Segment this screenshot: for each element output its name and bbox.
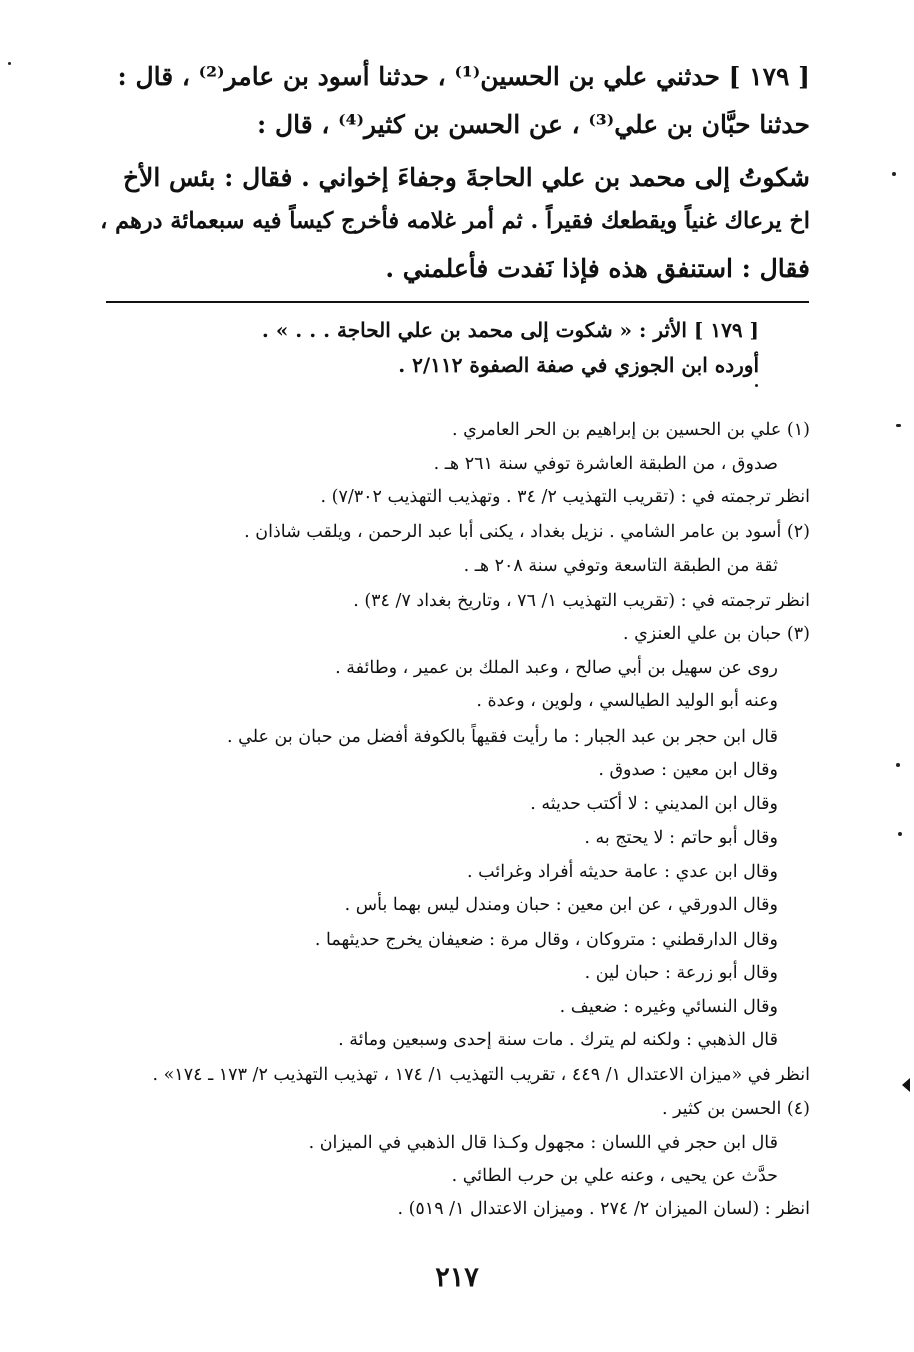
exit-note-line: [ ١٧٩ ] الأثر : « شكوت إلى محمد بن علي الحاجة . . . » . bbox=[261, 318, 759, 342]
scan-speck bbox=[896, 424, 901, 427]
footnote-heading: (٤) الحسن بن كثير . bbox=[661, 1099, 810, 1119]
footnote-line: وقال ابن معين : صدوق . bbox=[598, 760, 778, 780]
footnote-line: قال ابن حجر في اللسان : مجهول وكـذا قال الذهبي في الميزان . bbox=[308, 1133, 778, 1153]
footnote-line: وقال الدورقي ، عن ابن معين : حبان ومندل ليس بهما بأس . bbox=[344, 895, 778, 915]
footnote-heading: (٣) حبان بن علي العنزي . bbox=[622, 624, 810, 644]
footnote-line: وقال ابن المديني : لا أكتب حديثه . bbox=[530, 794, 778, 814]
scan-speck bbox=[892, 172, 896, 176]
footnote-line: وقال النسائي وغيره : ضعيف . bbox=[559, 997, 778, 1017]
scan-speck bbox=[898, 832, 902, 836]
footnote-reference: انظر ترجمته في : (تقريب التهذيب ٢/ ٣٤ . وتهذيب التهذيب ٧/٣٠٢) . bbox=[320, 487, 810, 507]
main-text-line: [ ١٧٩ ] حدثني علي بن الحسين⁽¹⁾ ، حدثنا أسود بن عامر⁽²⁾ ، قال : bbox=[117, 62, 810, 91]
footnote-line: وقال الدارقطني : متروكان ، وقال مرة : ضعيفان يخرج حديثهما . bbox=[314, 930, 778, 950]
main-text-line: اخ يرعاك غنياً ويقطعك فقيراً . ثم أمر غلامه فأخرج كيساً فيه سبعمائة درهم ، bbox=[100, 208, 810, 234]
footnote-separator-rule bbox=[106, 301, 809, 303]
footnote-line: وقال أبو حاتم : لا يحتج به . bbox=[584, 828, 778, 848]
page-number: ٢١٧ bbox=[435, 1262, 479, 1293]
scan-speck bbox=[896, 763, 900, 767]
exit-note-line: أورده ابن الجوزي في صفة الصفوة ٢/١١٢ . bbox=[398, 353, 759, 377]
footnote-reference: انظر في «ميزان الاعتدال ١/ ٤٤٩ ، تقريب التهذيب ١/ ١٧٤ ، تهذيب التهذيب ٢/ ١٧٣ ـ ١٧٤» . bbox=[152, 1065, 810, 1085]
footnote-heading: (١) علي بن الحسين بن إبراهيم بن الحر العامري . bbox=[451, 420, 810, 440]
scan-speck bbox=[755, 384, 758, 387]
footnote-line: صدوق ، من الطبقة العاشرة توفي سنة ٢٦١ هـ . bbox=[433, 454, 778, 474]
footnote-line: حدَّث عن يحيى ، وعنه علي بن حرب الطائي . bbox=[451, 1166, 778, 1186]
footnote-line: وقال ابن عدي : عامة حديثه أفراد وغرائب . bbox=[467, 862, 778, 882]
scan-speck bbox=[8, 62, 11, 65]
footnote-line: قال ابن حجر بن عبد الجبار : ما رأيت فقيهاً بالكوفة أفضل من حبان بن علي . bbox=[227, 727, 778, 747]
footnote-heading: (٢) أسود بن عامر الشامي . نزيل بغداد ، يكنى أبا عبد الرحمن ، ويلقب شاذان . bbox=[244, 522, 810, 542]
footnote-line: قال الذهبي : ولكنه لم يترك . مات سنة إحدى وسبعين ومائة . bbox=[338, 1030, 778, 1050]
footnote-reference: انظر ترجمته في : (تقريب التهذيب ١/ ٧٦ ، وتاريخ بغداد ٧/ ٣٤) . bbox=[353, 591, 810, 611]
main-text-line: حدثنا حبَّان بن علي⁽³⁾ ، عن الحسن بن كثير⁽⁴⁾ ، قال : bbox=[257, 110, 810, 139]
margin-marker bbox=[902, 1078, 910, 1092]
footnote-line: ثقة من الطبقة التاسعة وتوفي سنة ٢٠٨ هـ . bbox=[463, 556, 778, 576]
main-text-line: فقال : استنفق هذه فإذا نَفدت فأعلمني . bbox=[385, 254, 810, 283]
footnote-reference: انظر : (لسان الميزان ٢/ ٢٧٤ . وميزان الاعتدال ١/ ٥١٩) . bbox=[397, 1199, 810, 1219]
footnote-line: روى عن سهيل بن أبي صالح ، وعبد الملك بن عمير ، وطائفة . bbox=[335, 658, 778, 678]
footnote-line: وعنه أبو الوليد الطيالسي ، ولوين ، وعدة . bbox=[476, 691, 778, 711]
footnote-line: وقال أبو زرعة : حبان لين . bbox=[584, 963, 778, 983]
main-text-line: شكوتُ إلى محمد بن علي الحاجةَ وجفاءَ إخواني . فقال : بئس الأخ bbox=[123, 163, 810, 192]
